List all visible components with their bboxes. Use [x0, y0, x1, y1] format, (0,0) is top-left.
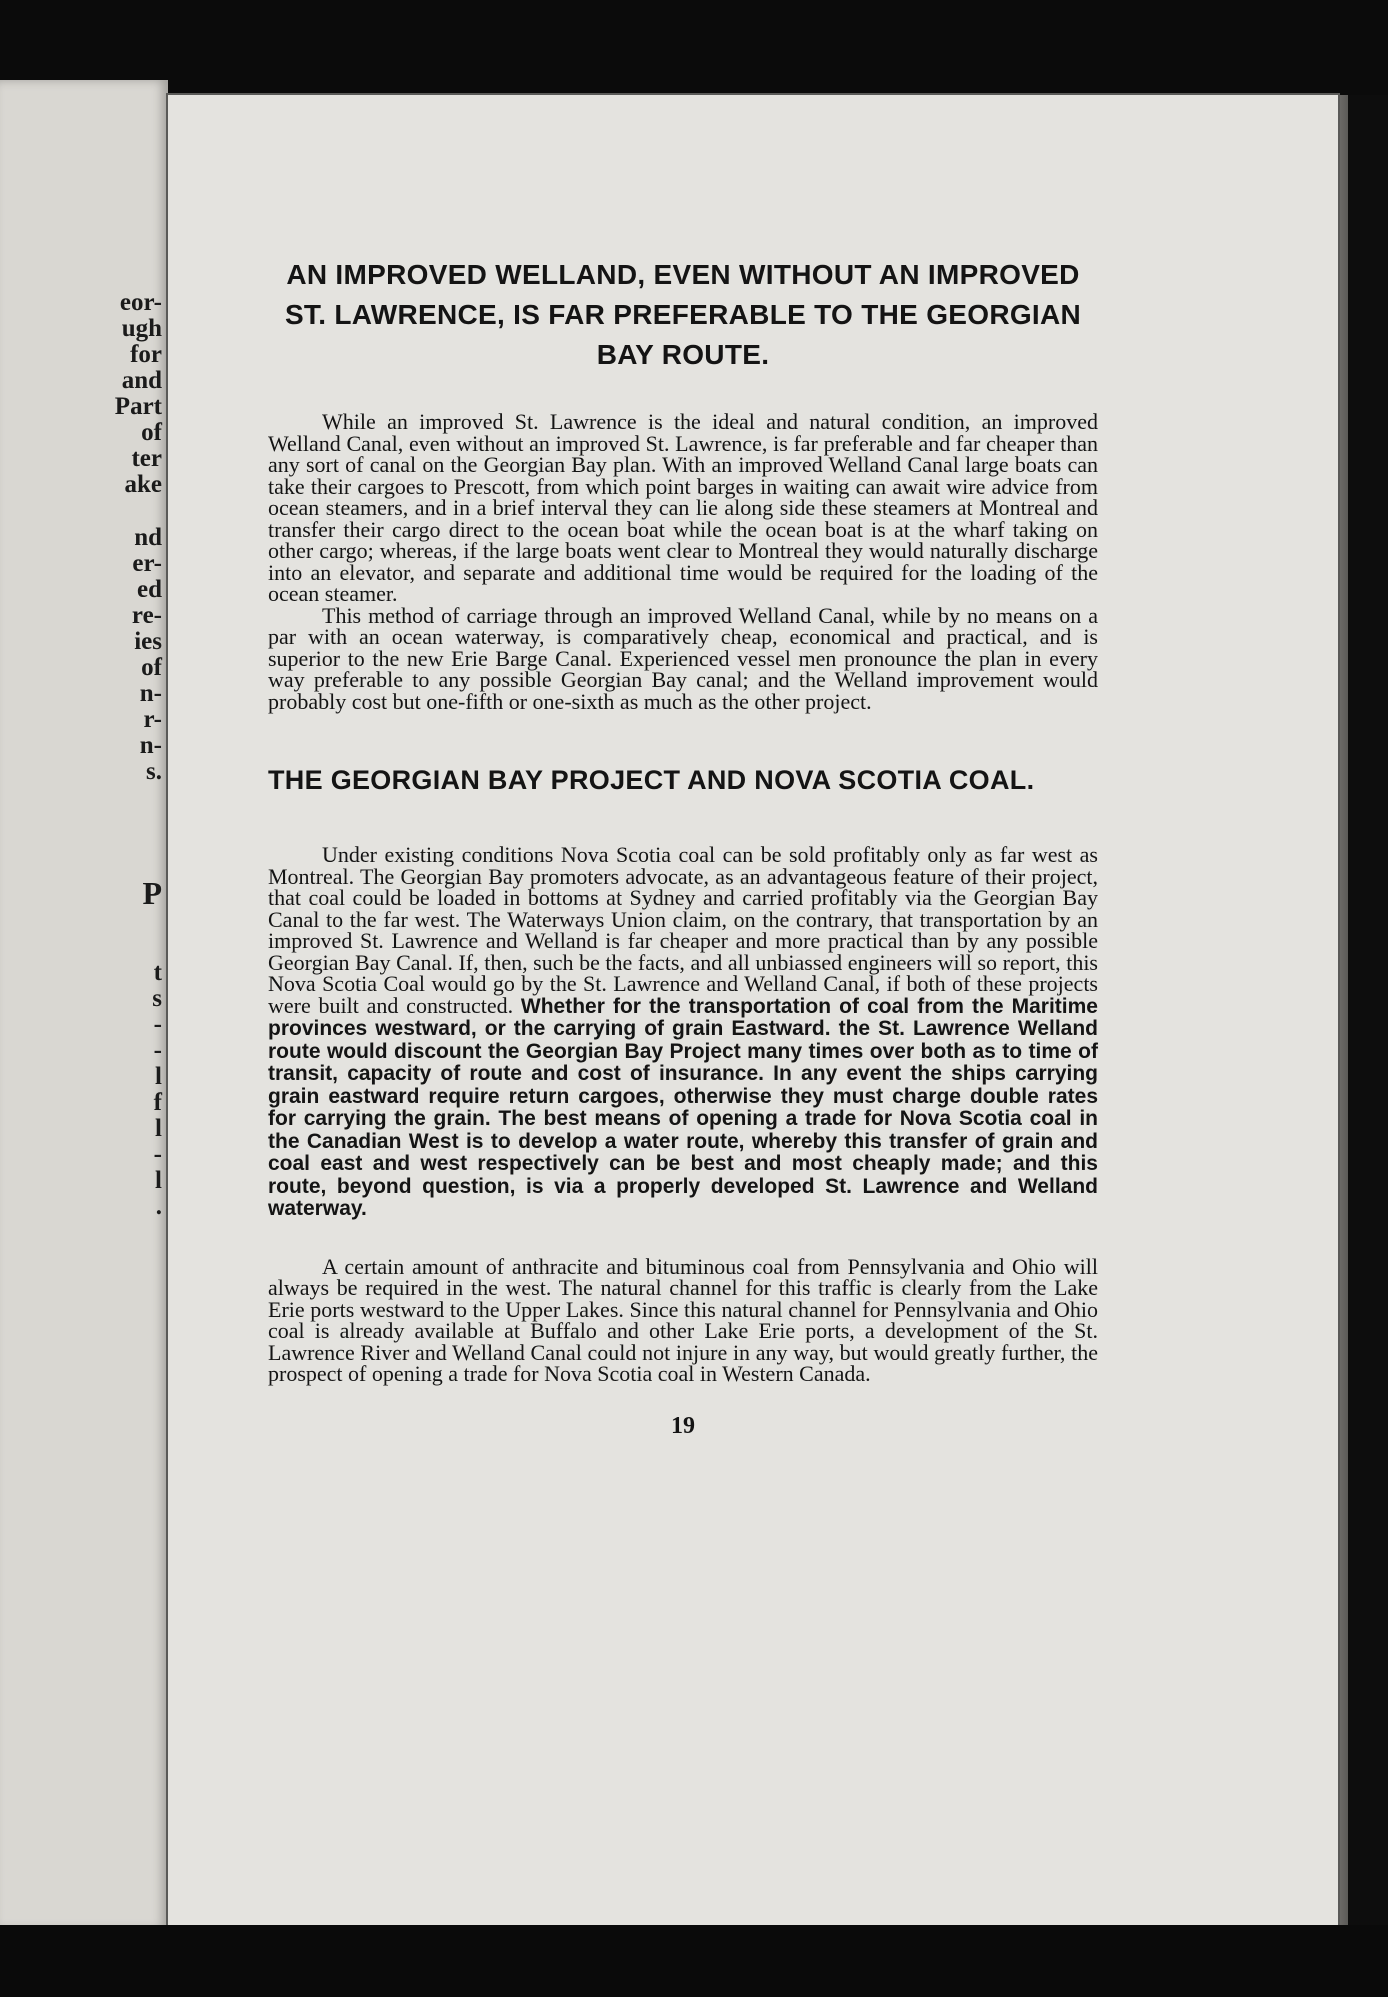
fragment-line: eor-	[119, 289, 162, 316]
fragment-line: l	[155, 1115, 162, 1142]
section2-paragraph-2: A certain amount of anthracite and bituminous coal from Pennsylvania and Ohio will always be required in the west. The natural channel for this traffic is clearly from the Lake Erie ports westward to the Upper Lakes. Since this natural channel for Pennsylvania and Ohio coal is already available at Buffalo and other Lake Erie ports, a development of the St. Lawrence River and Welland Canal could not injure in any way, but would greatly further, the prospect of opening a trade for Nova Scotia coal in Western Canada.	[268, 1253, 1098, 1386]
fragment-line: ed	[137, 576, 162, 603]
fragment-line: l	[155, 1167, 162, 1194]
left-page-text-b	[132, 525, 162, 785]
fragment-line: -	[153, 1141, 162, 1168]
fragment-line: f	[153, 1089, 162, 1116]
background-top	[0, 0, 1388, 95]
page-content	[268, 255, 1098, 1440]
background-bottom	[0, 1925, 1388, 1997]
section2-heading: THE GEORGIAN BAY PROJECT AND NOVA SCOTIA COAL.	[268, 765, 1035, 795]
fragment-line: for	[130, 341, 162, 368]
fragment-line: nd	[134, 524, 162, 551]
fragment-line: s.	[146, 758, 162, 785]
section2-paragraph-1-bold: Whether for the transportation of coal from the Maritime provinces westward, or the carrying of grain Eastward. the St. Lawrence Welland route would discount the Georgian Bay Project many times over both as to time of transit, capacity of route and cost of insurance. In any event the ships carrying grain eastward require return cargoes, otherwise they must charge double rates for carrying the grain. The best means of opening a trade for Nova Scotia coal in the Canadian West is to develop a water route, whereby this transfer of grain and coal east and west respectively can be best and most cheaply made; and this route, beyond question, is via a properly developed St. Lawrence and Welland waterway.	[268, 994, 1098, 1220]
left-page-text-c	[152, 960, 162, 1220]
fragment-line: and	[121, 367, 162, 394]
fragment-line: ugh	[121, 315, 162, 342]
fragment-line: s	[152, 985, 162, 1012]
fragment-line: er-	[132, 550, 162, 577]
fragment-line: Part	[114, 393, 162, 420]
fragment-line: r-	[143, 706, 162, 733]
fragment-line: n-	[139, 680, 162, 707]
fragment-line: ter	[131, 445, 162, 472]
fragment-line: n-	[139, 732, 162, 759]
left-page-text-a	[115, 290, 162, 498]
section1-heading: AN IMPROVED WELLAND, EVEN WITHOUT AN IMPROVED ST. LAWRENCE, IS FAR PREFERABLE TO THE GEORGIAN BAY ROUTE.	[284, 259, 1082, 370]
fragment-line: t	[153, 959, 162, 986]
fragment-line: -	[153, 1037, 162, 1064]
fragment-line: of	[141, 419, 162, 446]
section2-paragraph-1-text: Under existing conditions Nova Scotia coal can be sold profitably only as far west as Montreal. The Georgian Bay promoters advocate, as an advantageous feature of their project, that coal could be loaded in bottoms at Sydney and carried profitably via the Georgian Bay Canal to the far west. The Waterways Union claim, on the contrary, that transportation by an improved St. Lawrence and Welland is far cheaper and more practical than by any possible Georgian Bay Canal. If, then, such be the facts, and all unbiassed engineers will so report, this Nova Scotia Coal would go by the St. Lawrence and Welland Canal, if both of these projects were built and constructed.	[268, 842, 1098, 1018]
fragment-line: ake	[124, 471, 162, 498]
section1-paragraph-1: While an improved St. Lawrence is the ideal and natural condition, an improved Welland Canal, even without an improved St. Lawrence, is far preferable and far cheaper than any sort of canal on the Georgian Bay plan. With an improved Welland Canal large boats can take their cargoes to Prescott, from which point barges in waiting can await wire advice from ocean steamers, and in a brief interval they can lie along side these steamers at Montreal and transfer their cargo direct to the ocean boat while the ocean boat is at the wharf taking on other cargo; whereas, if the large boats went clear to Montreal they would naturally discharge into an elevator, and separate and additional time would be required for the loading of the ocean steamer.	[268, 409, 1098, 606]
fragment-line: -	[153, 1011, 162, 1038]
left-page-text-p: P	[142, 875, 162, 911]
fragment-line: ies	[134, 628, 162, 655]
document-page	[168, 95, 1338, 1930]
fragment-line: .	[155, 1193, 162, 1220]
left-page-fragment	[0, 80, 168, 1930]
page-number: 19	[671, 1412, 695, 1439]
fragment-line: re-	[131, 602, 162, 629]
section1-paragraph-2: This method of carriage through an improved Welland Canal, while by no means on a par with an ocean waterway, is comparatively cheap, economical and practical, and is superior to the new Erie Barge Canal. Experienced vessel men pronounce the plan in every way preferable to any possible Georgian Bay canal; and the Welland improvement would probably cost but one-fifth or one-sixth as much as the other project.	[268, 602, 1098, 714]
section2-paragraph-1	[268, 844, 1098, 1220]
fragment-line: of	[141, 654, 162, 681]
fragment-line: l	[155, 1063, 162, 1090]
